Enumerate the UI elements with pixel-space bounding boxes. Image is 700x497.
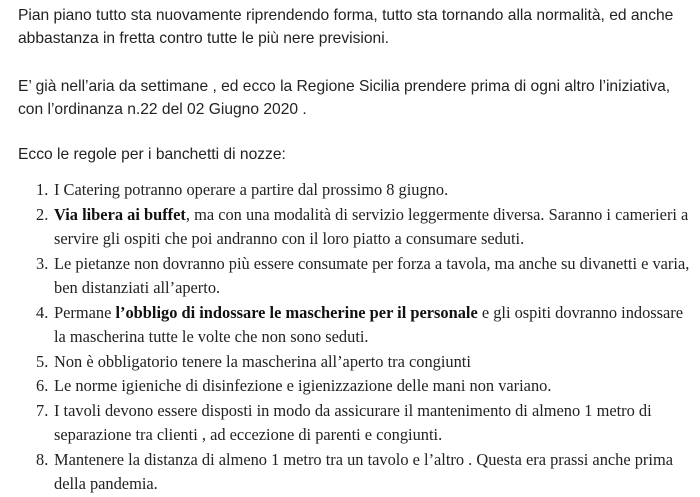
rule-item-1 (0, 178, 700, 203)
rule-text: , ma con una modalità di servizio leggermente diversa. Saranno i camerieri a servire gli ospiti che poi andranno con il loro piatto a consumare seduti. (54, 204, 689, 248)
rule-text: Le pietanze non dovranno più essere consumate per forza a tavola, ma anche su divanetti e varia, ben distanziati all’aperto. (54, 253, 690, 297)
rule-number: 6. (36, 376, 49, 395)
intro-paragraph-3: Ecco le regole per i banchetti di nozze: (18, 146, 286, 163)
rule-number: 2. (36, 204, 49, 224)
rule-bold-text: l’obbligo di indossare le mascherine per il personale (115, 302, 478, 322)
wedding-rules-list (0, 178, 700, 497)
rule-item-8 (0, 448, 700, 497)
rule-bold-text: Via libera ai buffet (54, 204, 186, 224)
rule-item-5 (0, 350, 700, 375)
rule-item-6 (0, 374, 700, 399)
rule-item-4 (0, 301, 700, 350)
rule-number: 5. (36, 351, 49, 371)
rule-number: 8. (36, 449, 49, 469)
intro-paragraph-2: E’ già nell’aria da settimane , ed ecco la Regione Sicilia prendere prima di ogni altro l’iniziativa, con l’ordinanza n.22 del 02 Giugno 2020 . (18, 78, 671, 118)
rule-text: I Catering potranno operare a partire dal prossimo 8 giugno. (54, 180, 449, 199)
rule-text: Le norme igieniche di disinfezione e igienizzazione delle mani non variano. (54, 376, 552, 395)
rule-number: 7. (36, 400, 49, 420)
rule-text: I tavoli devono essere disposti in modo da assicurare il mantenimento di almeno 1 metro di separazione tra clienti , ad eccezione di parenti e congiunti. (54, 400, 652, 444)
rule-prefix-text: Permane (54, 302, 116, 322)
rule-number: 4. (36, 302, 49, 322)
rule-item-2 (0, 203, 700, 252)
rule-text: e gli ospiti dovranno indossare la mascherina tutte le volte che non sono seduti. (54, 302, 684, 346)
rule-item-7 (0, 399, 700, 448)
rule-number: 3. (36, 253, 49, 273)
rule-text: Non è obbligatorio tenere la mascherina all’aperto tra congiunti (54, 351, 471, 371)
rule-number: 1. (36, 180, 49, 199)
rule-text: Mantenere la distanza di almeno 1 metro tra un tavolo e l’altro . Questa era prassi anche prima della pandemia. (54, 449, 673, 493)
intro-paragraph-1: Pian piano tutto sta nuovamente riprendendo forma, tutto sta tornando alla normalità, ed anche abbastanza in fretta contro tutte le più nere previsioni. (18, 7, 674, 47)
rule-item-3 (0, 252, 700, 301)
